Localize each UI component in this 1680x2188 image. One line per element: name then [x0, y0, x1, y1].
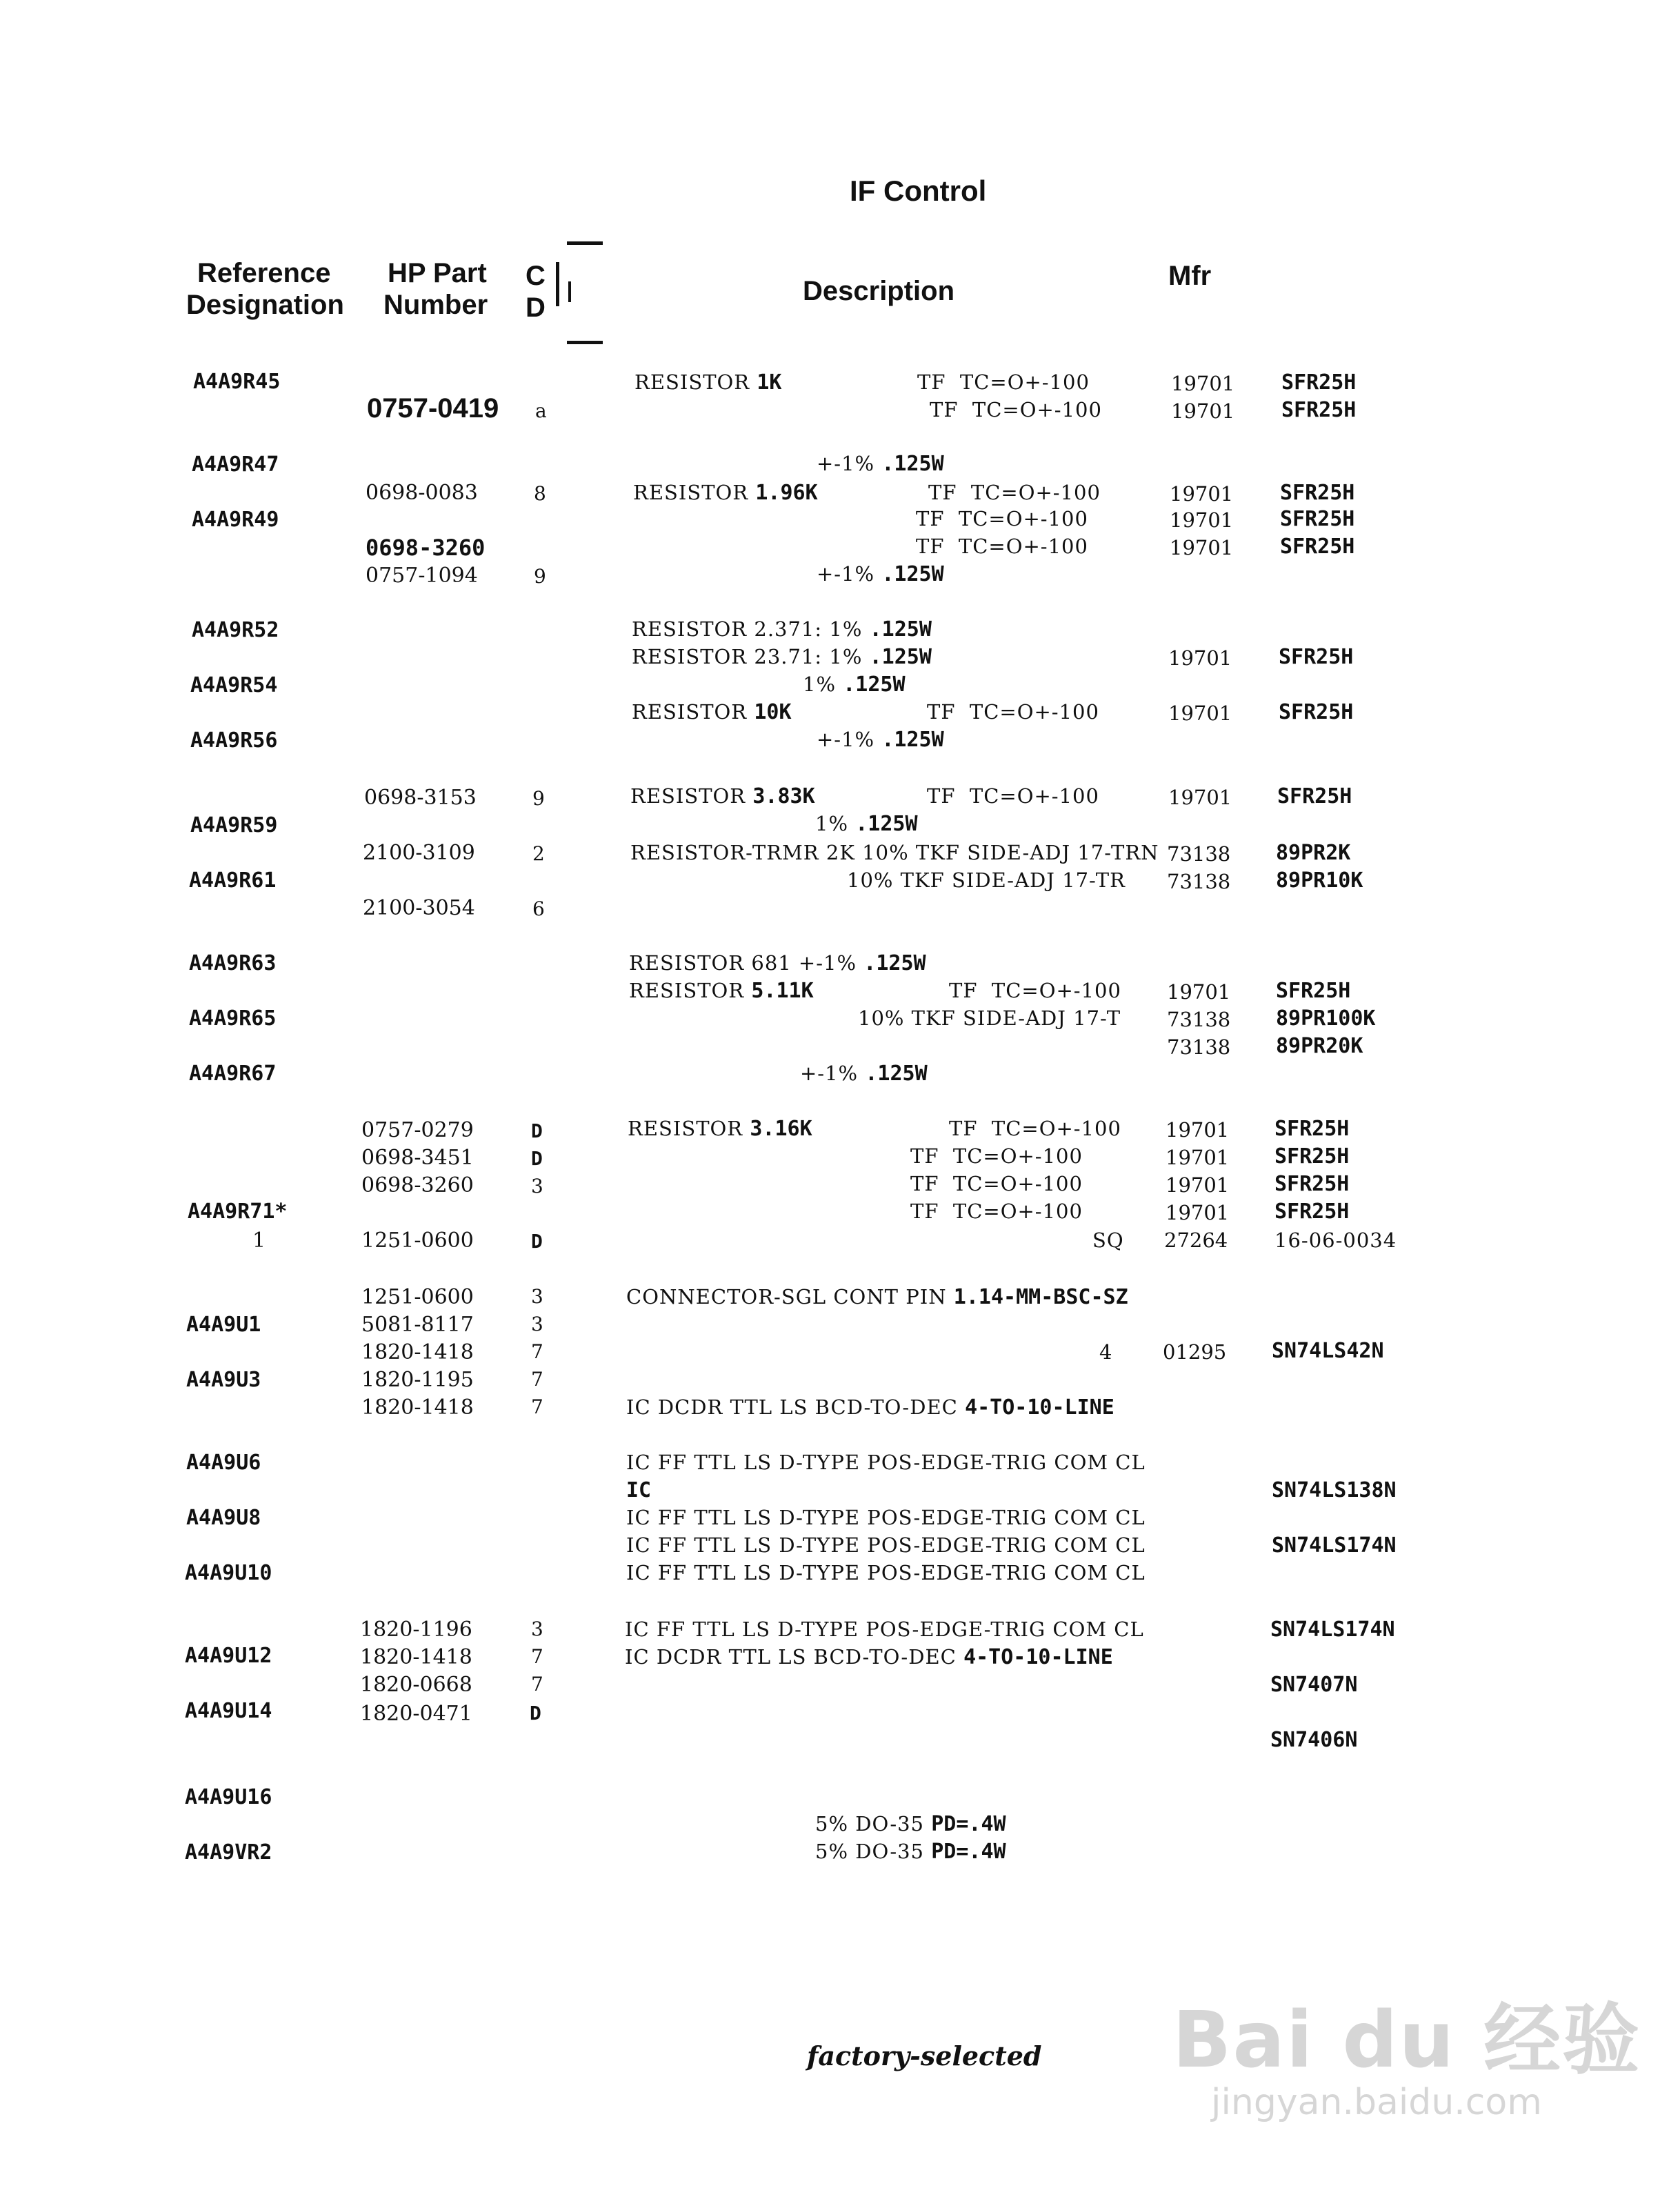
description-text: TF TC=O+-100 [928, 481, 1101, 504]
hp-part-number: 1820-1196 [360, 1618, 472, 1642]
mfr-part-number: 16-06-0034 [1274, 1229, 1397, 1252]
description-text: IC DCDR TTL LS BCD-TO-DEC 4-TO-10-LINE [625, 1645, 1113, 1669]
mfr-code: 19701 [1171, 399, 1235, 423]
ref-designation: A4A9U10 [185, 1561, 272, 1585]
ref-designation: A4A9R49 [192, 508, 279, 532]
check-digit: a [535, 399, 547, 422]
ref-designation: A4A9R67 [189, 1062, 277, 1086]
page-title: IF Control [850, 175, 987, 207]
check-digit: 3 [531, 1313, 543, 1335]
header-d: D [526, 292, 546, 323]
description-text: 1% .125W [815, 812, 918, 836]
hp-part-number: 2100-3054 [363, 896, 475, 920]
description-text: IC [626, 1478, 652, 1502]
check-digit: 7 [531, 1368, 543, 1391]
description-text: 5% DO-35 PD=.4W [815, 1840, 1006, 1864]
mfr-code: 19701 [1168, 646, 1232, 670]
mfr-part-number: SFR25H [1279, 645, 1354, 669]
check-digit: 8 [534, 482, 546, 505]
description-text: TF TC=O+-100 [917, 370, 1090, 394]
mfr-code: 19701 [1166, 1173, 1230, 1197]
watermark-logo: Bai du 经验 [1172, 1996, 1641, 2085]
watermark-url: jingyan.baidu.com [1211, 2082, 1542, 2123]
mfr-code: 19701 [1171, 372, 1235, 395]
hp-part-number: 1820-1195 [361, 1368, 474, 1392]
ref-designation: A4A9U14 [185, 1699, 272, 1723]
description-text: +-1% .125W [817, 452, 944, 476]
header-description: Description [803, 276, 955, 306]
description-text: TF TC=O+-100 [916, 535, 1088, 558]
mfr-part-number: SFR25H [1274, 1144, 1350, 1168]
check-digit: 6 [532, 897, 545, 920]
mfr-part-number: SFR25H [1274, 1172, 1350, 1196]
ref-designation: A4A9R63 [189, 951, 277, 975]
description-text: IC FF TTL LS D-TYPE POS-EDGE-TRIG COM CL [625, 1618, 1144, 1641]
mfr-code: 19701 [1166, 1201, 1230, 1224]
description-text: +-1% .125W [800, 1062, 928, 1086]
header-reference: Reference [197, 258, 331, 288]
description-text: SQ [1092, 1229, 1124, 1252]
mfr-code: 73138 [1167, 870, 1231, 893]
ref-designation: A4A9R59 [190, 813, 278, 837]
ref-designation: A4A9R54 [190, 673, 278, 697]
check-digit: D [530, 1702, 541, 1724]
hp-part-number: 0698-3153 [364, 786, 477, 810]
ref-designation: A4A9R45 [193, 370, 281, 394]
mfr-part-number: SFR25H [1280, 535, 1355, 559]
mfr-part-number: SN7407N [1270, 1673, 1358, 1697]
description-text: RESISTOR 1.96K [633, 481, 818, 505]
footer-note: factory-selected [807, 2040, 1042, 2071]
description-text: TF TC=O+-100 [949, 979, 1121, 1002]
hp-part-number: 0757-0419 [367, 393, 499, 424]
check-digit: D [531, 1230, 543, 1253]
ref-designation: A4A9U8 [186, 1506, 261, 1530]
mfr-code: 19701 [1166, 1118, 1230, 1142]
check-digit: D [531, 1147, 543, 1170]
header-hp-part: HP Part [388, 258, 487, 288]
description-text: IC FF TTL LS D-TYPE POS-EDGE-TRIG COM CL [626, 1533, 1146, 1557]
ref-designation: A4A9R52 [192, 618, 279, 642]
mfr-part-number: SFR25H [1279, 700, 1354, 724]
mfr-code: 73138 [1167, 1008, 1231, 1031]
hp-part-number: 0698-0083 [366, 481, 478, 505]
ref-designation: 1 [252, 1229, 266, 1253]
check-digit: 2 [532, 842, 545, 865]
header-mfr: Mfr [1168, 261, 1212, 291]
hp-part-number: 0757-0279 [361, 1118, 474, 1142]
description-text: 4 [1099, 1340, 1113, 1364]
description-text: TF TC=O+-100 [949, 1117, 1121, 1140]
mfr-code: 19701 [1168, 786, 1232, 809]
mfr-part-number: SN7406N [1270, 1728, 1358, 1752]
mfr-code: 19701 [1168, 702, 1232, 725]
description-text: IC DCDR TTL LS BCD-TO-DEC 4-TO-10-LINE [626, 1395, 1114, 1420]
description-text: TF TC=O+-100 [916, 507, 1088, 530]
mfr-part-number: SFR25H [1274, 1117, 1350, 1141]
check-digit: 7 [531, 1340, 543, 1363]
header-c: C [526, 261, 546, 291]
description-text: RESISTOR 10K [632, 700, 792, 724]
ref-designation: A4A9R56 [190, 728, 278, 753]
header-number: Number [383, 290, 488, 320]
ref-designation: A4A9U16 [185, 1785, 272, 1809]
header-bracket [568, 281, 571, 302]
check-digit: 3 [531, 1175, 543, 1197]
mfr-part-number: SFR25H [1280, 507, 1355, 531]
mfr-part-number: SFR25H [1281, 370, 1357, 395]
description-text: TF TC=O+-100 [930, 398, 1102, 421]
mfr-code: 19701 [1166, 1146, 1230, 1169]
mfr-part-number: 89PR20K [1276, 1034, 1363, 1058]
mfr-part-number: SN74LS42N [1272, 1339, 1384, 1363]
description-text: TF TC=O+-100 [910, 1172, 1083, 1195]
description-text: RESISTOR-TRMR 2K 10% TKF SIDE-ADJ 17-TRN [630, 841, 1159, 864]
mfr-code: 73138 [1167, 842, 1231, 866]
description-text: TF TC=O+-100 [927, 784, 1099, 808]
description-text: RESISTOR 3.83K [630, 784, 815, 808]
hp-part-number: 1820-0471 [360, 1702, 472, 1726]
description-text: +-1% .125W [817, 562, 944, 586]
description-text: 5% DO-35 PD=.4W [815, 1812, 1006, 1836]
mfr-code: 19701 [1170, 508, 1234, 532]
mfr-code: 19701 [1170, 536, 1234, 559]
hp-part-number: 1820-1418 [361, 1340, 474, 1364]
mfr-code: 27264 [1164, 1229, 1228, 1252]
check-digit: D [531, 1120, 543, 1142]
mfr-part-number: SN74LS174N [1270, 1618, 1395, 1642]
mfr-part-number: 89PR100K [1276, 1006, 1376, 1031]
header-designation: Designation [186, 290, 344, 320]
check-digit: 7 [531, 1395, 543, 1418]
mfr-code: 19701 [1170, 482, 1234, 506]
description-text: RESISTOR 3.16K [628, 1117, 812, 1141]
description-text: TF TC=O+-100 [910, 1144, 1083, 1168]
ref-designation: A4A9R71* [188, 1200, 288, 1224]
description-text: RESISTOR 681 +-1% .125W [629, 951, 926, 975]
hp-part-number: 1251-0600 [361, 1285, 474, 1309]
hp-part-number: 1251-0600 [361, 1229, 474, 1253]
mfr-code: 73138 [1167, 1035, 1231, 1059]
mfr-part-number: SN74LS174N [1272, 1533, 1397, 1558]
mfr-part-number: 89PR2K [1276, 841, 1351, 865]
ref-designation: A4A9R61 [189, 868, 277, 893]
header-rule-bottom [567, 341, 603, 344]
description-text: RESISTOR 2.371: 1% .125W [632, 617, 932, 642]
hp-part-number: 0698-3451 [361, 1146, 474, 1170]
mfr-part-number: SN74LS138N [1272, 1478, 1397, 1502]
ref-designation: A4A9U3 [186, 1368, 261, 1392]
hp-part-number: 2100-3109 [363, 841, 475, 865]
header-rule-top [567, 241, 603, 245]
mfr-part-number: SFR25H [1280, 481, 1355, 505]
description-text: RESISTOR 23.71: 1% .125W [632, 645, 932, 669]
ref-designation: A4A9U6 [186, 1451, 261, 1475]
mfr-part-number: SFR25H [1281, 398, 1357, 422]
description-text: TF TC=O+-100 [910, 1200, 1083, 1223]
mfr-code: 01295 [1163, 1340, 1227, 1364]
description-text: IC FF TTL LS D-TYPE POS-EDGE-TRIG COM CL [626, 1561, 1146, 1584]
description-text: CONNECTOR-SGL CONT PIN 1.14-MM-BSC-SZ [626, 1285, 1128, 1309]
check-digit: 9 [534, 565, 546, 588]
hp-part-number: 1820-0668 [360, 1673, 472, 1697]
check-digit: 3 [531, 1285, 543, 1308]
hp-part-number: 1820-1418 [361, 1395, 474, 1420]
hp-part-number: 1820-1418 [360, 1645, 472, 1669]
mfr-code: 19701 [1167, 980, 1231, 1004]
mfr-part-number: SFR25H [1277, 784, 1352, 808]
hp-part-number: 0757-1094 [366, 564, 478, 588]
ref-designation: A4A9R65 [189, 1006, 277, 1031]
ref-designation: A4A9R47 [192, 452, 279, 477]
check-digit: 7 [531, 1645, 543, 1668]
description-text: RESISTOR 1K [634, 370, 782, 395]
check-digit: 3 [531, 1618, 543, 1640]
description-text: TF TC=O+-100 [927, 700, 1099, 724]
hp-part-number: 0698-3260 [366, 535, 486, 561]
hp-part-number: 0698-3260 [361, 1173, 474, 1197]
description-text: 10% TKF SIDE-ADJ 17-T [858, 1006, 1121, 1030]
description-text: RESISTOR 5.11K [629, 979, 814, 1003]
description-text: IC FF TTL LS D-TYPE POS-EDGE-TRIG COM CL [626, 1451, 1146, 1474]
mfr-part-number: SFR25H [1274, 1200, 1350, 1224]
ref-designation: A4A9U1 [186, 1313, 261, 1337]
mfr-part-number: 89PR10K [1276, 868, 1363, 893]
description-text: 1% .125W [803, 673, 906, 697]
check-digit: 9 [532, 787, 545, 810]
mfr-part-number: SFR25H [1276, 979, 1351, 1003]
check-digit: 7 [531, 1673, 543, 1695]
ref-designation: A4A9VR2 [185, 1840, 272, 1864]
header-bar [556, 262, 559, 306]
description-text: 10% TKF SIDE-ADJ 17-TR [847, 868, 1126, 892]
hp-part-number: 5081-8117 [361, 1313, 474, 1337]
ref-designation: A4A9U12 [185, 1644, 272, 1668]
description-text: IC FF TTL LS D-TYPE POS-EDGE-TRIG COM CL [626, 1506, 1146, 1529]
description-text: +-1% .125W [817, 728, 944, 752]
